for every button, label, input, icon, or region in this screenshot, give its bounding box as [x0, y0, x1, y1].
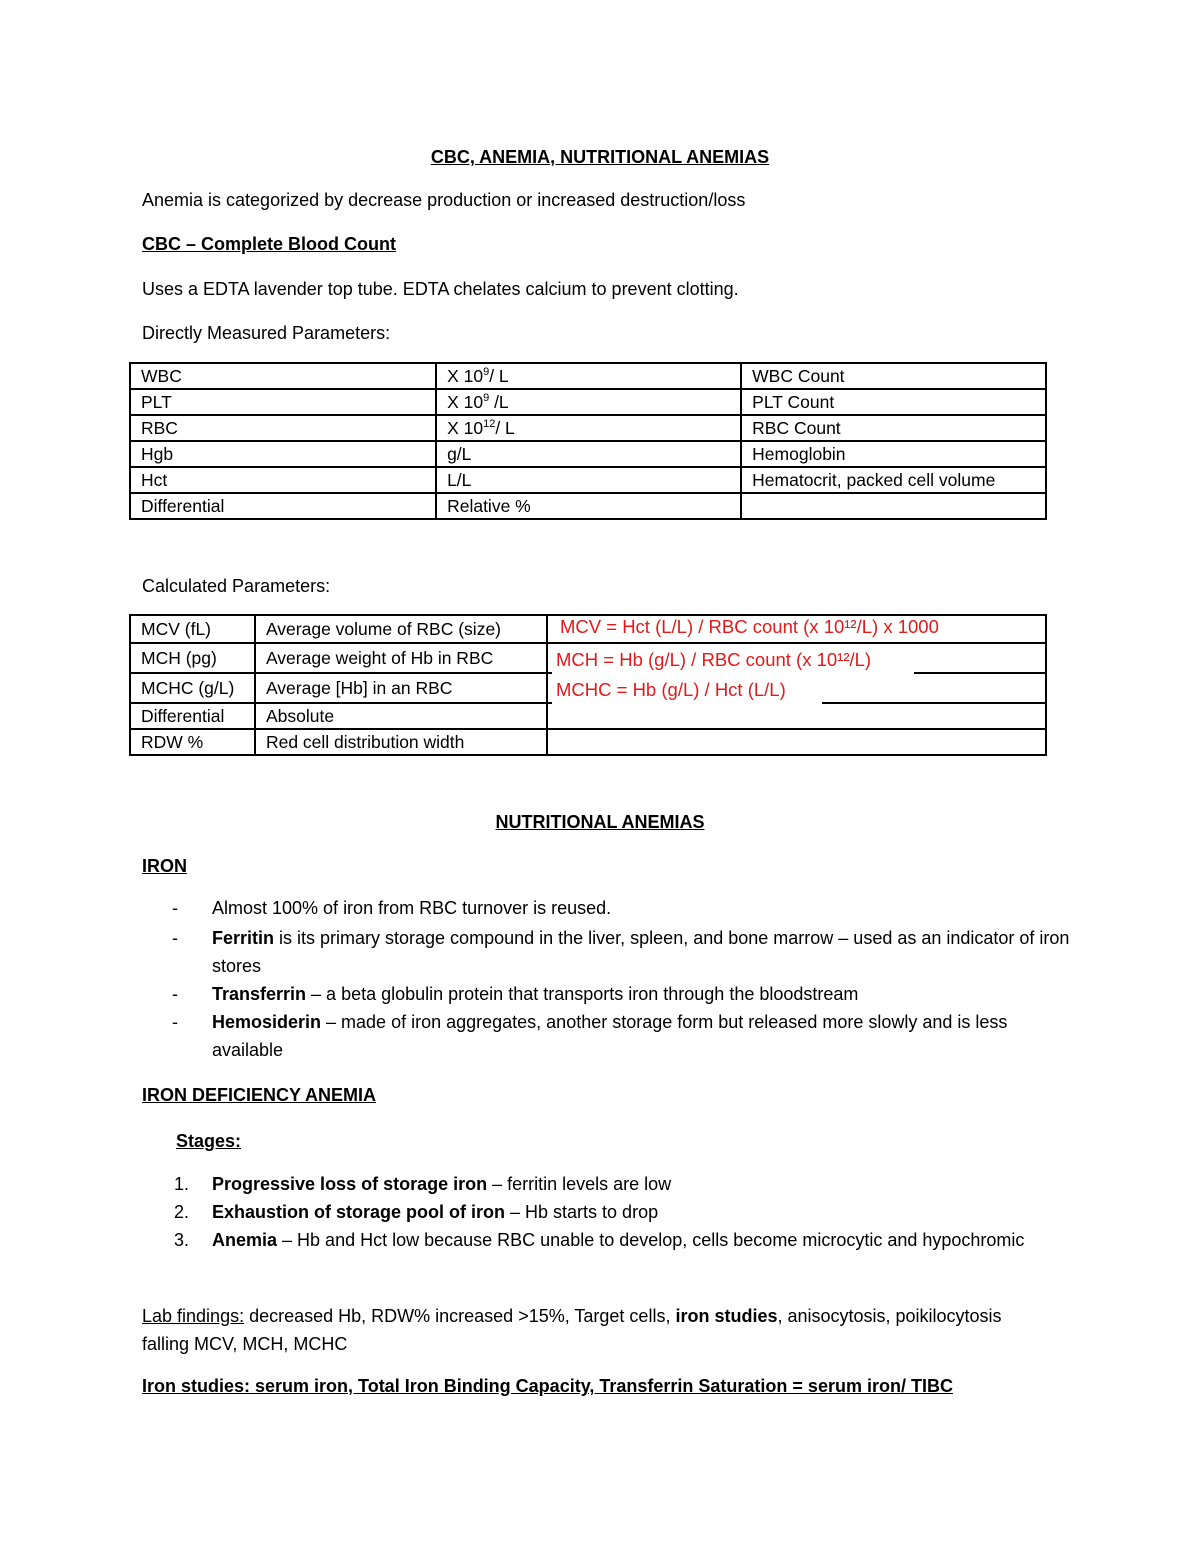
description-cell: WBC Count: [741, 363, 1046, 389]
stage-bold: Anemia: [212, 1230, 278, 1250]
param-cell: Differential: [130, 493, 436, 519]
unit-cell: [436, 493, 741, 519]
param-cell: PLT: [130, 389, 436, 415]
formula-cell: [547, 703, 1046, 729]
param-cell: Differential: [130, 703, 255, 729]
description-cell: Red cell distribution width: [255, 729, 547, 755]
table-row: [130, 493, 1046, 519]
unit-base: Relative %: [447, 496, 531, 516]
stage-bold: Exhaustion of storage pool of iron: [212, 1202, 506, 1222]
stage-text: – Hb and Hct low because RBC unable to develop, cells become microcytic and hypochromic: [277, 1230, 1025, 1250]
mcv-formula: MCV = Hct (L/L) / RBC count (x 10¹²/L) x 1000: [556, 616, 966, 638]
stage-text: – Hb starts to drop: [505, 1202, 659, 1222]
unit-exponent: 9: [483, 366, 490, 379]
iron-studies-line: Iron studies: serum iron, Total Iron Binding Capacity, Transferrin Saturation = serum iron/ TIBC: [142, 1376, 953, 1396]
bullet-text: is its primary storage compound in the liver, spleen, and bone marrow – used as an indicator of iron stores: [212, 928, 1070, 976]
bullet-marker: -: [172, 898, 178, 918]
table-row: [130, 389, 1046, 415]
bullet-text: – made of iron aggregates, another storage form but released more slowly and is less available: [212, 1012, 1008, 1060]
unit-cell: [436, 441, 741, 467]
stage-text: – ferritin levels are low: [487, 1174, 672, 1194]
table-row: [130, 467, 1046, 493]
description-cell: PLT Count: [741, 389, 1046, 415]
unit-suffix: / L: [495, 418, 515, 438]
description-cell: RBC Count: [741, 415, 1046, 441]
param-cell: Hgb: [130, 441, 436, 467]
lab-findings-line-2: falling MCV, MCH, MCHC: [142, 1334, 348, 1354]
param-cell: WBC: [130, 363, 436, 389]
unit-suffix: / L: [489, 366, 509, 386]
bullet-bold: Transferrin: [212, 984, 307, 1004]
bullet-text: – a beta globulin protein that transports iron through the bloodstream: [306, 984, 859, 1004]
unit-cell: [436, 389, 741, 415]
intro-text: Anemia is categorized by decrease production or increased destruction/loss: [142, 190, 746, 210]
unit-base: X 10: [447, 366, 484, 386]
unit-cell: [436, 467, 741, 493]
bullet-marker: -: [172, 928, 178, 948]
bullet-marker: -: [172, 984, 178, 1004]
stage-number: 3.: [174, 1230, 190, 1250]
description-cell: Average weight of Hb in RBC: [255, 643, 547, 673]
stage-number: 2.: [174, 1202, 190, 1222]
param-cell: RDW %: [130, 729, 255, 755]
param-cell: Hct: [130, 467, 436, 493]
page-title: CBC, ANEMIA, NUTRITIONAL ANEMIAS: [430, 147, 770, 167]
param-cell: RBC: [130, 415, 436, 441]
cbc-tube-text: Uses a EDTA lavender top tube. EDTA chelates calcium to prevent clotting.: [142, 279, 739, 299]
description-cell: Hemoglobin: [741, 441, 1046, 467]
lab-findings: [142, 1302, 1072, 1358]
calc-params-heading: Calculated Parameters:: [142, 576, 331, 596]
unit-exponent: 12: [483, 418, 496, 431]
mch-formula: MCH = Hb (g/L) / RBC count (x 10¹²/L): [552, 646, 914, 676]
bullet-bold: Hemosiderin: [212, 1012, 322, 1032]
table-row: [130, 729, 1046, 755]
unit-base: L/L: [447, 470, 472, 490]
description-cell: Average volume of RBC (size): [255, 615, 547, 643]
bullet-text: Almost 100% of iron from RBC turnover is reused.: [212, 898, 612, 918]
param-cell: MCHC (g/L): [130, 673, 255, 703]
unit-base: X 10: [447, 392, 484, 412]
table-row: [130, 703, 1046, 729]
iron-heading: IRON: [142, 856, 187, 876]
unit-suffix: /L: [489, 392, 509, 412]
description-cell: Hematocrit, packed cell volume: [741, 467, 1046, 493]
lab-findings-text-2: , anisocytosis, poikilocytosis: [777, 1306, 1002, 1326]
lab-findings-text: decreased Hb, RDW% increased >15%, Target cells,: [244, 1306, 676, 1326]
unit-base: X 10: [447, 418, 484, 438]
bullet-bold: Ferritin: [212, 928, 275, 948]
param-cell: MCV (fL): [130, 615, 255, 643]
direct-params-heading: Directly Measured Parameters:: [142, 323, 391, 343]
table-row: [130, 363, 1046, 389]
description-cell: Average [Hb] in an RBC: [255, 673, 547, 703]
ida-heading: IRON DEFICIENCY ANEMIA: [142, 1085, 377, 1105]
unit-cell: [436, 415, 741, 441]
table-row: [130, 441, 1046, 467]
nutritional-anemias-heading: NUTRITIONAL ANEMIAS: [495, 812, 705, 832]
mchc-formula: MCHC = Hb (g/L) / Hct (L/L): [552, 678, 822, 704]
unit-cell: [436, 363, 741, 389]
lab-findings-bold: iron studies: [675, 1306, 778, 1326]
cbc-heading: CBC – Complete Blood Count: [142, 234, 396, 254]
stage-bold: Progressive loss of storage iron: [212, 1174, 488, 1194]
description-cell: [741, 493, 1046, 519]
lab-findings-label: Lab findings:: [142, 1306, 245, 1326]
stage-number: 1.: [174, 1174, 190, 1194]
unit-base: g/L: [447, 444, 472, 464]
direct-params-table: [129, 362, 1047, 520]
unit-exponent: 9: [483, 392, 490, 405]
stages-heading: Stages:: [176, 1131, 242, 1151]
description-cell: Absolute: [255, 703, 547, 729]
formula-cell: [547, 729, 1046, 755]
table-row: [130, 415, 1046, 441]
bullet-marker: -: [172, 1012, 178, 1032]
param-cell: MCH (pg): [130, 643, 255, 673]
